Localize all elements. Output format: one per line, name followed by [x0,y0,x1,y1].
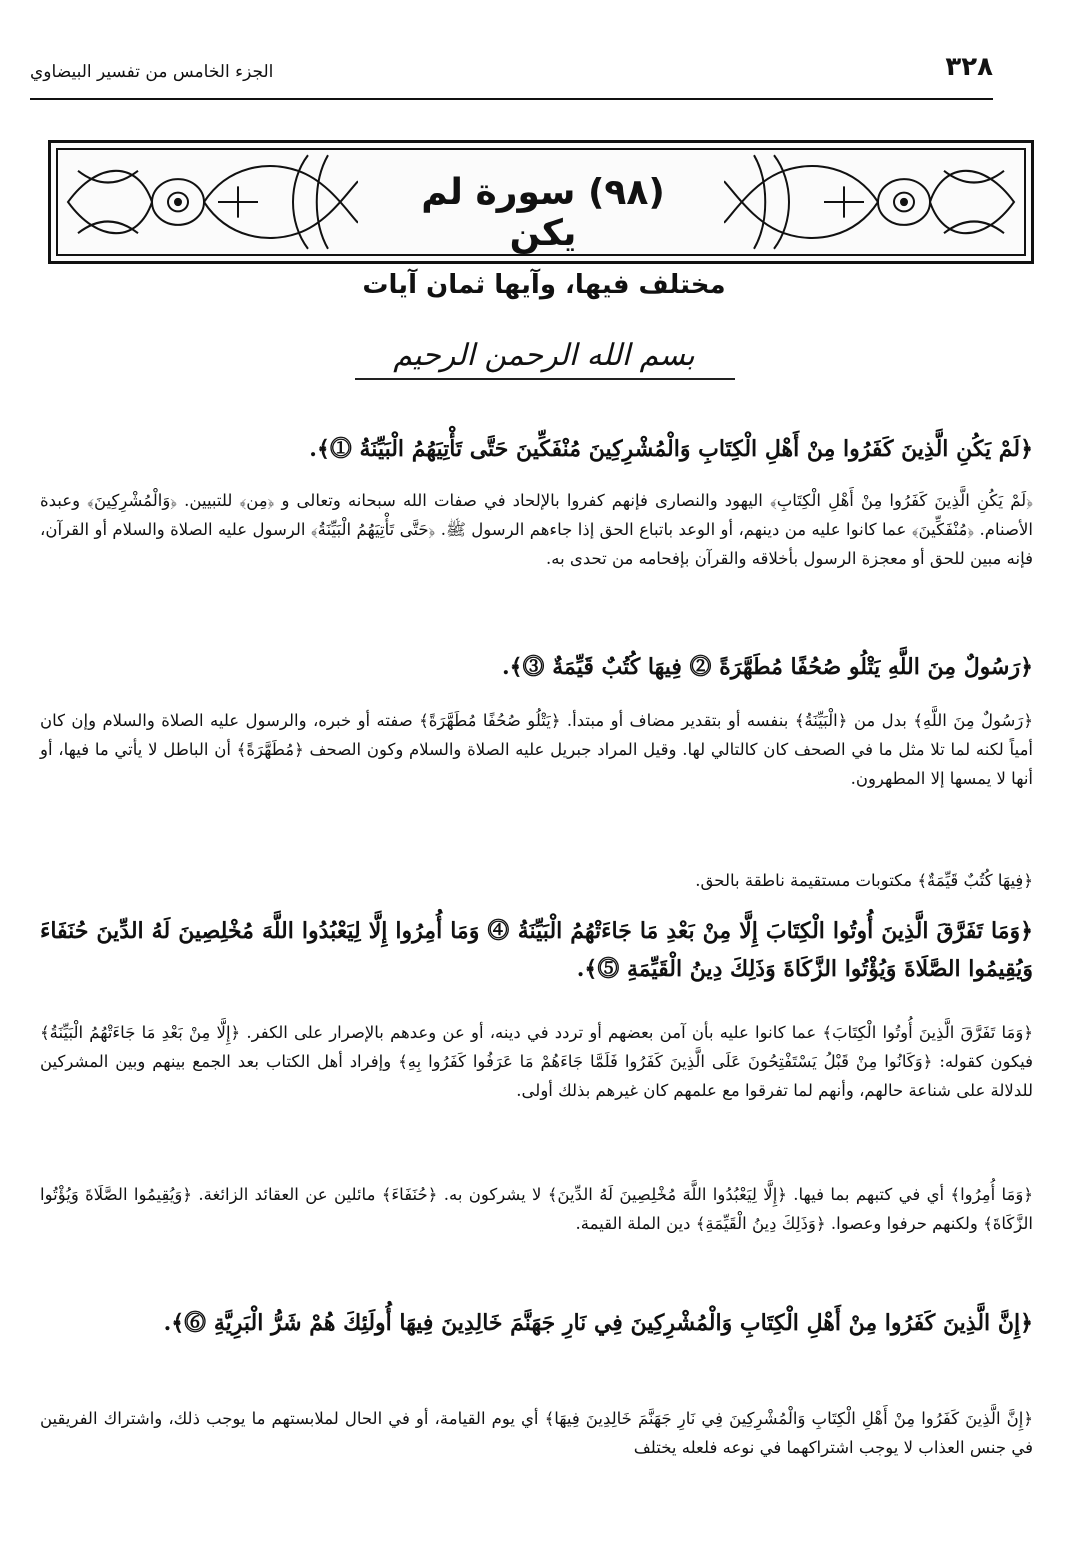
running-title: الجزء الخامس من تفسير البيضاوي [30,62,274,82]
arabesque-ornament-right [724,150,1024,254]
tafsir-paragraph-2: ﴿رَسُولٌ مِنَ اللَّهِ﴾ بدل من ﴿الْبَيِّنَةُ﴾ بنفسه أو بتقدير مضاف أو مبتدأ. ﴿يَتْلُو صُحُفًا مُطَهَّرَةً﴾ صفته أو خبره، والرسول عليه الصلاة والسلام وإن كان أمياً لكنه لما تلا مثل ما في الصحف كان كالتالي لها. وقيل المراد جبريل عليه الصلاة والسلام وكون الصحف ﴿مُطَهَّرَةً﴾ أن الباطل لا يأتي ما فيها، أو أنها لا يمسها إلا المطهرون. [40,711,1033,788]
arabesque-ornament-left [58,150,358,254]
page-header [30,48,993,100]
banner-frame [56,148,1026,256]
verse-2-3: ﴿رَسُولٌ مِنَ اللَّهِ يَتْلُو صُحُفًا مُطَهَّرَةً ⓶ فِيهَا كُتُبٌ قَيِّمَةٌ ⓷﴾. [501,654,1033,680]
surah-subtitle: مختلف فيها، وآيها ثمان آيات [362,270,726,300]
verse-4-5: ﴿وَمَا تَفَرَّقَ الَّذِينَ أُوتُوا الْكِتَابَ إِلَّا مِنْ بَعْدِ مَا جَاءَتْهُمُ الْبَيِّنَةُ ⓸ وَمَا أُمِرُوا إِلَّا لِيَعْبُدُوا اللَّهَ مُخْلِصِينَ لَهُ الدِّينَ حُنَفَاءَ وَيُقِيمُوا الصَّلَاةَ وَيُؤْتُوا الزَّكَاةَ وَذَلِكَ دِينُ الْقَيِّمَةِ ⓹﴾. [40,918,1033,982]
verse-1: ﴿لَمْ يَكُنِ الَّذِينَ كَفَرُوا مِنْ أَهْلِ الْكِتَابِ وَالْمُشْرِكِينَ مُنْفَكِّينَ حَتَّى تَأْتِيَهُمُ الْبَيِّنَةُ ⓵﴾. [309,436,1033,462]
basmala: بسم الله الرحمن الرحيم [393,338,695,373]
surah-banner [48,140,1034,264]
tafsir-paragraph-1: ﴿لَمْ يَكُنِ الَّذِينَ كَفَرُوا مِنْ أَهْلِ الْكِتَابِ﴾ اليهود والنصارى فإنهم كفروا بالإلحاد في صفات الله سبحانه وتعالى و ﴿مِن﴾ للتبيين. ﴿وَالْمُشْرِكِينَ﴾ وعبدة الأصنام. ﴿مُنْفَكِّينَ﴾ عما كانوا عليه من دينهم، أو الوعد باتباع الحق إذا جاءهم الرسول ﷺ. ﴿حَتَّى تَأْتِيَهُمُ الْبَيِّنَةُ﴾ الرسول عليه الصلاة والسلام أو القرآن، فإنه مبين للحق أو معجزة الرسول بأخلاقه والقرآن بإفحامه من تحدى به. [40,491,1033,568]
verse-6: ﴿إِنَّ الَّذِينَ كَفَرُوا مِنْ أَهْلِ الْكِتَابِ وَالْمُشْرِكِينَ فِي نَارِ جَهَنَّمَ خَالِدِينَ فِيهَا أُولَئِكَ هُمْ شَرُّ الْبَرِيَّةِ ⓺﴾. [163,1310,1033,1336]
surah-title: (٩٨) سورة لم يكن [421,172,665,254]
page-number: ٣٢٨ [945,52,993,82]
basmala-underline [355,378,735,380]
tafsir-paragraph-5: ﴿وَمَا أُمِرُوا﴾ أي في كتبهم بما فيها. ﴿إِلَّا لِيَعْبُدُوا اللَّهَ مُخْلِصِينَ لَهُ الدِّينَ﴾ لا يشركون به. ﴿حُنَفَاءَ﴾ مائلين عن العقائد الزائغة. ﴿وَيُقِيمُوا الصَّلَاةَ وَيُؤْتُوا الزَّكَاةَ﴾ ولكنهم حرفوا وعصوا. ﴿وَذَلِكَ دِينُ الْقَيِّمَةِ﴾ دين الملة القيمة. [40,1185,1033,1233]
tafsir-paragraph-6: ﴿إِنَّ الَّذِينَ كَفَرُوا مِنْ أَهْلِ الْكِتَابِ وَالْمُشْرِكِينَ فِي نَارِ جَهَنَّمَ خَالِدِينَ فِيهَا﴾ أي يوم القيامة، أو في الحال لملابستهم ما يوجب ذلك، واشتراك الفريقين في جنس العذاب لا يوجب اشتراكهما في نوعه فلعله يختلف [40,1409,1033,1457]
tafsir-paragraph-3: ﴿فِيهَا كُتُبٌ قَيِّمَةٌ﴾ مكتوبات مستقيمة ناطقة بالحق. [695,871,1033,890]
tafsir-paragraph-4: ﴿وَمَا تَفَرَّقَ الَّذِينَ أُوتُوا الْكِتَابَ﴾ عما كانوا عليه بأن آمن بعضهم أو تردد في دينه، أو عن وعدهم بالإصرار على الكفر. ﴿إِلَّا مِنْ بَعْدِ مَا جَاءَتْهُمُ الْبَيِّنَةُ﴾ فيكون كقوله: ﴿وَكَانُوا مِنْ قَبْلُ يَسْتَفْتِحُونَ عَلَى الَّذِينَ كَفَرُوا فَلَمَّا جَاءَهُمْ مَا عَرَفُوا كَفَرُوا بِهِ﴾ وإفراد أهل الكتاب بعد الجمع بينهم وبين المشركين للدلالة على شناعة حالهم، وأنهم لما تفرقوا مع علمهم كان غيرهم بذلك أولى. [40,1023,1033,1100]
